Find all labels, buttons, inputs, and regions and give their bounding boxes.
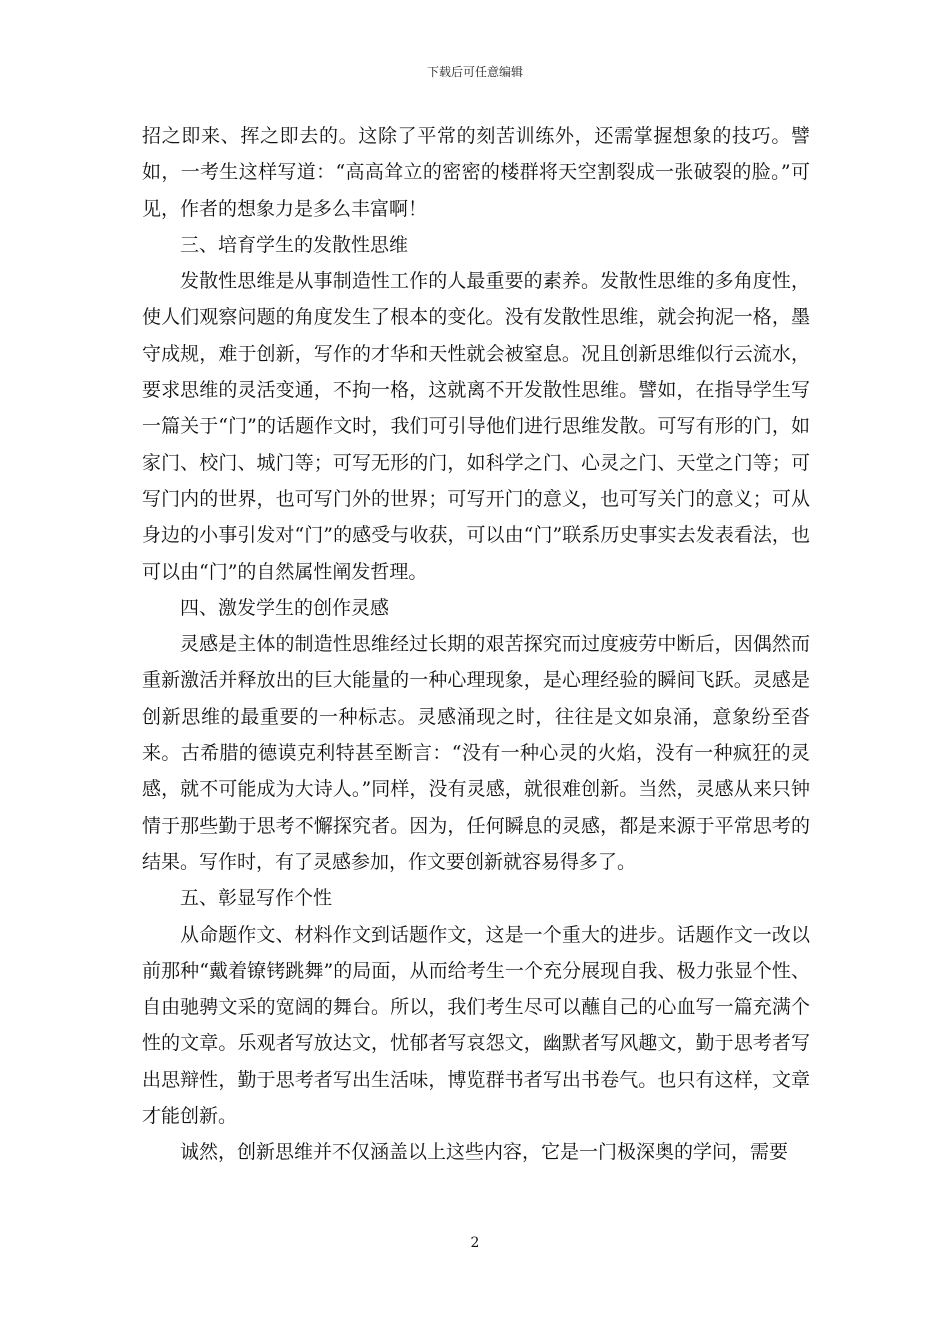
paragraph-inspiration: 灵感是主体的制造性思维经过长期的艰苦探究而过度疲劳中断后，因偶然而重新激活并释放出的巨大能量的一种心理现象，是心理经验的瞬间飞跃。灵感是创新思维的最重要的一种标志。灵感涌现之时，往往是文如泉涌，意象纷至沓来。古希腊的德谟克利特甚至断言：“没有一种心灵的火焰，没有一种疯狂的灵感，就不可能成为大诗人。”同样，没有灵感，就很难创新。当然，灵感从来只钟情于那些勤于思考不懈探究者。因为，任何瞬息的灵感，都是来源于平常思考的结果。写作时，有了灵感参加，作文要创新就容易得多了。 xyxy=(142,633,810,873)
page-header: 下载后可任意编辑 xyxy=(426,65,523,79)
section-heading-4: 四、激发学生的创作灵感 xyxy=(180,596,390,619)
section-heading-5: 五、彰显写作个性 xyxy=(180,887,333,910)
section-heading-3: 三、培育学生的发散性思维 xyxy=(180,233,409,256)
paragraph-writing-personality: 从命题作文、材料作文到话题作文，这是一个重大的进步。话题作文一改以前那种“戴着镣铐跳舞”的局面，从而给考生一个充分展现自我、极力张显个性、自由驰骋文采的宽阔的舞台。所以，我们考生尽可以蘸自己的心血写一篇充满个性的文章。乐观者写放达文，忧郁者写哀怨文，幽默者写风趣文，勤于思考者写出思辩性，勤于思考者写出生活味，博览群书者写出书卷气。也只有这样，文章才能创新。 xyxy=(142,923,810,1128)
paragraph-conclusion: 诚然，创新思维并不仅涵盖以上这些内容，它是一门极深奥的学问，需要 xyxy=(180,1141,789,1164)
paragraph-continued: 招之即来、挥之即去的。这除了平常的刻苦训练外，还需掌握想象的技巧。譬如，一考生这样写道：“高高耸立的密密的楼群将天空割裂成一张破裂的脸。”可见，作者的想象力是多么丰富啊！ xyxy=(142,125,810,220)
page-number: 2 xyxy=(470,1235,480,1251)
paragraph-divergent-thinking: 发散性思维是从事制造性工作的人最重要的素养。发散性思维的多角度性，使人们观察问题的角度发生了根本的变化。没有发散性思维，就会拘泥一格，墨守成规，难于创新，写作的才华和天性就会被窒息。况且创新思维似行云流水，要求思维的灵活变通，不拘一格，这就离不开发散性思维。譬如，在指导学生写一篇关于“门”的话题作文时，我们可引导他们进行思维发散。可写有形的门，如家门、校门、城门等；可写无形的门，如科学之门、心灵之门、天堂之门等；可写门内的世界，也可写门外的世界；可写开门的意义，也可写关门的意义；可从身边的小事引发对“门”的感受与收获，可以由“门”联系历史事实去发表看法，也可以由“门”的自然属性阐发哲理。 xyxy=(142,270,810,583)
document-body xyxy=(142,118,810,1171)
